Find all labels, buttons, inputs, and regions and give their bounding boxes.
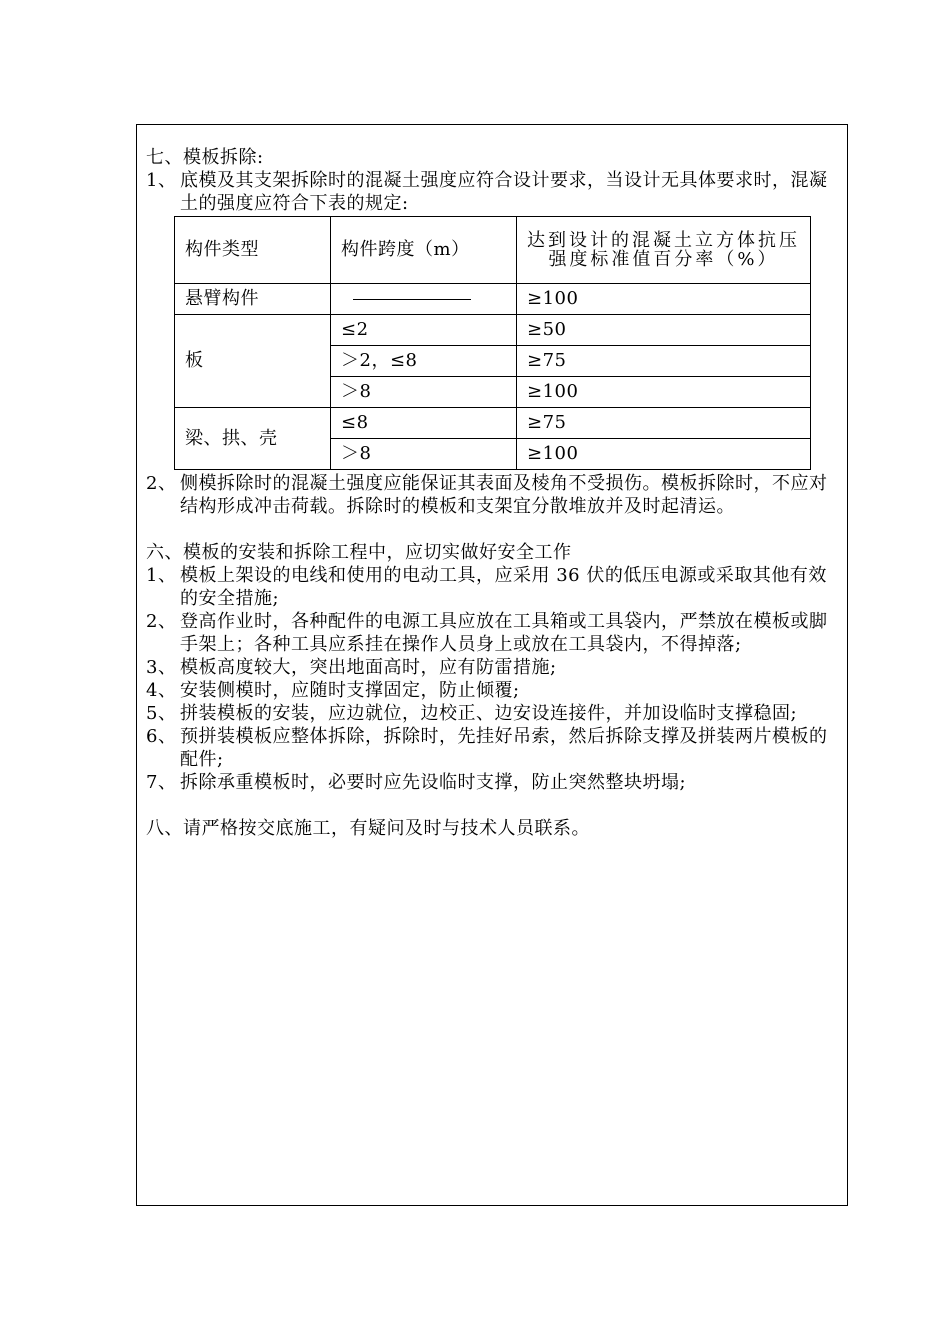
- item-number: 4、: [146, 680, 177, 701]
- item-text: 预拼装模板应整体拆除，拆除时，先挂好吊索，然后拆除支撑及拼装两片模板的配件;: [180, 726, 828, 770]
- item-number: 7、: [146, 772, 177, 793]
- cell-type: 板: [175, 315, 331, 408]
- section-6-item: [146, 702, 842, 725]
- section-6-item: [146, 656, 842, 679]
- cell-rate: ≥100: [517, 439, 811, 470]
- cell-type: 梁、拱、壳: [175, 408, 331, 470]
- cell-span: ≤8: [331, 408, 517, 439]
- item-number: 5、: [146, 703, 177, 724]
- section-7-item-2: [146, 472, 842, 518]
- header-rate: 达到设计的混凝土立方体抗压强度标准值百分率（%）: [517, 217, 811, 284]
- header-span: 构件跨度（m）: [331, 217, 517, 284]
- item-number: 2、: [146, 473, 177, 494]
- section-8-title: 八、请严格按交底施工，有疑问及时与技术人员联系。: [146, 818, 590, 839]
- cell-span: ＞8: [331, 439, 517, 470]
- item-number: 6、: [146, 726, 177, 747]
- table-row: [175, 315, 811, 346]
- cell-rate: ≥100: [517, 284, 811, 315]
- section-6-item: [146, 725, 842, 771]
- cell-span: [331, 284, 517, 315]
- section-6-item: [146, 564, 842, 610]
- cell-rate: ≥100: [517, 377, 811, 408]
- section-6-item: [146, 771, 842, 794]
- item-text: 拼装模板的安装，应边就位，边校正、边安设连接件，并加设临时支撑稳固;: [180, 703, 798, 724]
- item-text: 底模及其支架拆除时的混凝土强度应符合设计要求，当设计无具体要求时，混凝土的强度应符合下表的规定:: [180, 170, 828, 214]
- section-6-item: [146, 610, 842, 656]
- cell-span: ＞8: [331, 377, 517, 408]
- table-header-row: [175, 217, 811, 284]
- item-text: 模板上架设的电线和使用的电动工具，应采用 36 伏的低压电源或采取其他有效的安全措施;: [180, 565, 827, 609]
- section-7-item-1: [146, 169, 842, 215]
- cell-span: ＞2，≤8: [331, 346, 517, 377]
- cell-type: 悬臂构件: [175, 284, 331, 315]
- item-text: 模板高度较大，突出地面高时，应有防雷措施;: [180, 657, 557, 678]
- dash-line: [353, 299, 471, 300]
- table-row: [175, 284, 811, 315]
- table-row: [175, 408, 811, 439]
- item-text: 安装侧模时，应随时支撑固定，防止倾覆;: [180, 680, 520, 701]
- section-6-title: 六、模板的安装和拆除工程中，应切实做好安全工作: [146, 542, 572, 563]
- document-body: [146, 146, 842, 840]
- header-type: 构件类型: [175, 217, 331, 284]
- cell-rate: ≥75: [517, 346, 811, 377]
- section-6-item: [146, 679, 842, 702]
- item-number: 1、: [146, 565, 177, 586]
- item-number: 2、: [146, 611, 177, 632]
- cell-rate: ≥50: [517, 315, 811, 346]
- item-text: 登高作业时，各种配件的电源工具应放在工具箱或工具袋内，严禁放在模板或脚手架上；各种工具应系挂在操作人员身上或放在工具袋内，不得掉落;: [180, 611, 828, 655]
- cell-rate: ≥75: [517, 408, 811, 439]
- section-7-title: 七、模板拆除:: [146, 147, 264, 168]
- strength-table: [174, 216, 811, 470]
- item-number: 3、: [146, 657, 177, 678]
- item-number: 1、: [146, 170, 177, 191]
- item-text: 拆除承重模板时，必要时应先设临时支撑，防止突然整块坍塌;: [180, 772, 687, 793]
- item-text: 侧模拆除时的混凝土强度应能保证其表面及棱角不受损伤。模板拆除时，不应对结构形成冲击荷载。拆除时的模板和支架宜分散堆放并及时起清运。: [180, 473, 828, 517]
- cell-span: ≤2: [331, 315, 517, 346]
